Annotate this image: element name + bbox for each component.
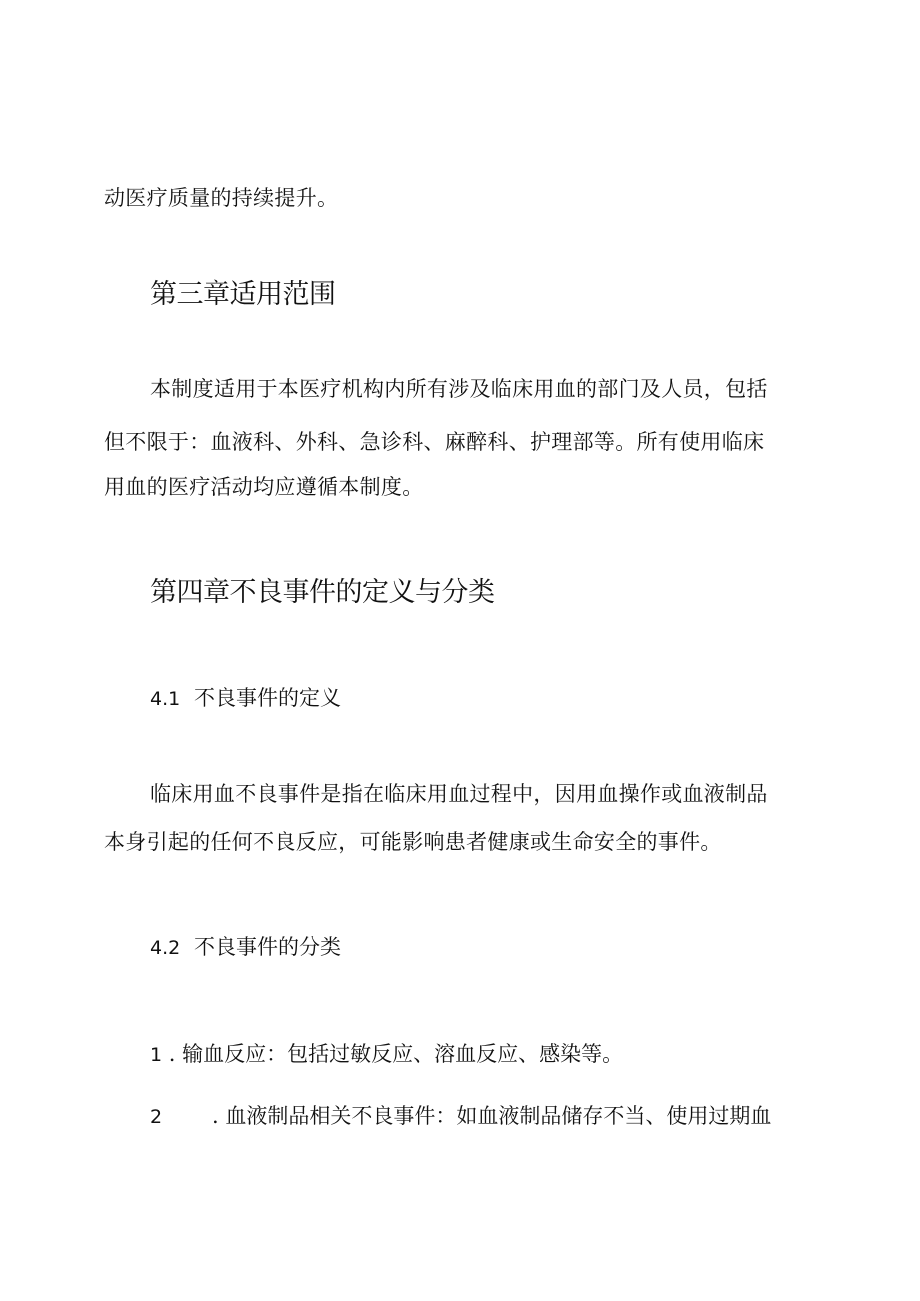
section-4-1-title: 不良事件的定义 <box>194 686 341 710</box>
list-item <box>150 1101 771 1132</box>
chapter3-line-3: 用血的医疗活动均应遵循本制度。 <box>104 475 424 499</box>
list-item-number: 2 <box>150 1106 163 1128</box>
section-4-1-heading <box>150 683 341 714</box>
section-4-1-line-2: 本身引起的任何不良反应，可能影响患者健康或生命安全的事件。 <box>104 830 722 854</box>
paragraph-intro-tail: 动医疗质量的持续提升。 <box>104 186 339 210</box>
list-item <box>150 1039 623 1070</box>
section-4-1-line-1: 临床用血不良事件是指在临床用血过程中，因用血操作或血液制品 <box>150 782 768 806</box>
list-item-text: . 血液制品相关不良事件：如血液制品储存不当、使用过期血 <box>212 1104 772 1128</box>
chapter3-title: 第三章适用范围 <box>150 279 336 310</box>
list-item-text: . 输血反应：包括过敏反应、溶血反应、感染等。 <box>168 1042 624 1066</box>
section-4-1-number: 4.1 <box>150 688 181 710</box>
chapter4-title: 第四章不良事件的定义与分类 <box>150 577 495 608</box>
list-item-number: 1 <box>150 1044 163 1066</box>
chapter3-line-1: 本制度适用于本医疗机构内所有涉及临床用血的部门及人员，包括 <box>150 377 768 401</box>
section-4-2-number: 4.2 <box>150 937 181 959</box>
section-4-2-title: 不良事件的分类 <box>194 935 341 959</box>
section-4-2-heading <box>150 932 341 963</box>
chapter3-line-2: 但不限于：血液科、外科、急诊科、麻醉科、护理部等。所有使用临床 <box>104 430 765 454</box>
